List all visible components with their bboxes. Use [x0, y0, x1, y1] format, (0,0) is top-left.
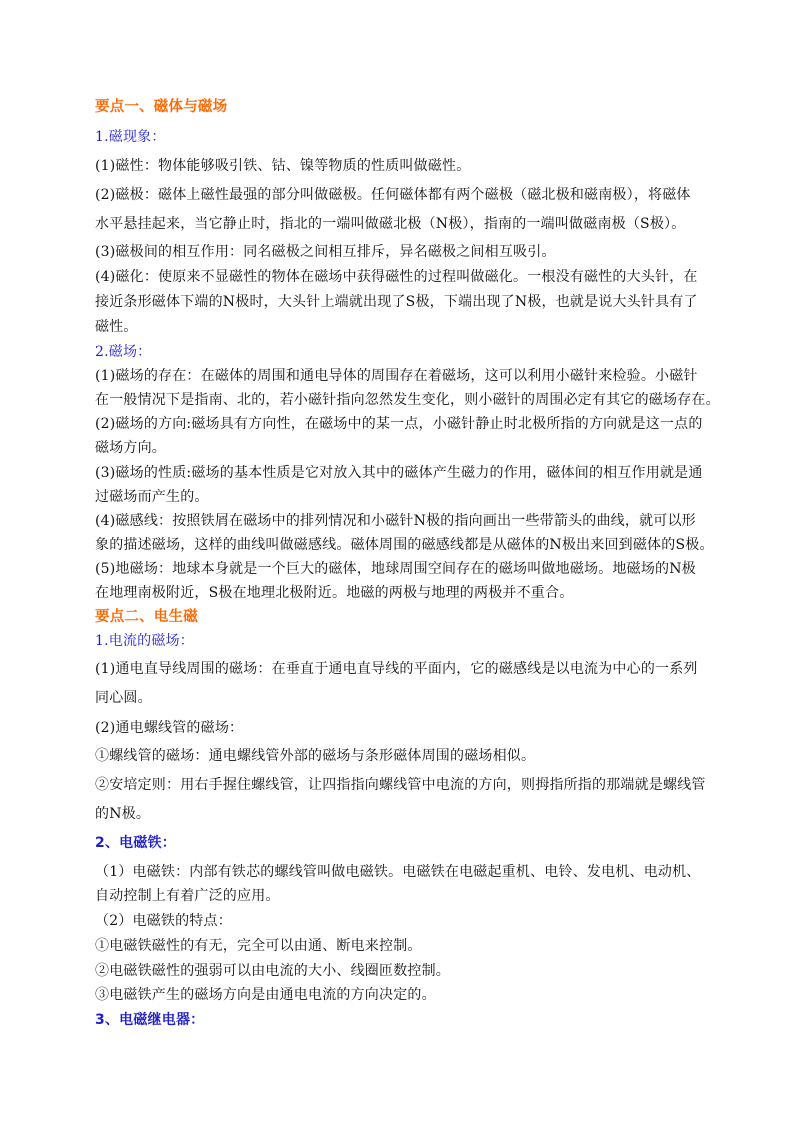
paragraph-line: (2)磁极：磁体上磁性最强的部分叫做磁极。任何磁体都有两个磁极（磁北极和磁南极），将磁体: [95, 187, 691, 203]
paragraph-line: ②安培定则：用右手握住螺线管，让四指指向螺线管中电流的方向，则拇指所指的那端就是螺线管: [95, 777, 706, 793]
paragraph-line: (1)磁场的存在：在磁体的周围和通电导体的周围存在着磁场，这可以利用小磁针来检验。小磁针: [95, 368, 698, 384]
paragraph-line: (5)地磁场：地球本身就是一个巨大的磁体，地球周围空间存在的磁场叫做地磁场。地磁场的N极: [95, 561, 696, 577]
paragraph-line: 象的描述磁场，这样的曲线叫做磁感线。磁体周围的磁感线都是从磁体的N极出来回到磁体的S极。: [95, 537, 714, 553]
subsection-heading: 2、电磁铁：: [95, 835, 176, 851]
section-heading: 要点一、磁体与磁场: [95, 99, 228, 115]
paragraph-line: ②电磁铁磁性的强弱可以由电流的大小、线圈匝数控制。: [95, 963, 450, 979]
paragraph-line: (2)磁场的方向:磁场具有方向性，在磁场中的某一点，小磁针静止时北极所指的方向就是这一点的: [95, 416, 703, 432]
paragraph-line: (1)磁性：物体能够吸引铁、钴、镍等物质的性质叫做磁性。: [95, 158, 471, 174]
paragraph-line: 的N极。: [95, 806, 151, 822]
paragraph-line: （1）电磁铁：内部有铁芯的螺线管叫做电磁铁。电磁铁在电磁起重机、电铃、发电机、电动机、: [95, 864, 701, 880]
paragraph-line: ①螺线管的磁场：通电螺线管外部的磁场与条形磁体周围的磁场相似。: [95, 748, 536, 764]
paragraph-line: ①电磁铁磁性的有无，完全可以由通、断电来控制。: [95, 938, 422, 954]
paragraph-line: 在地理南极附近，S极在地理北极附近。地磁的两极与地理的两极并不重合。: [95, 585, 574, 601]
paragraph-line: (1)通电直导线周围的磁场：在垂直于通电直导线的平面内，它的磁感线是以电流为中心的一系列: [95, 661, 698, 677]
subsection-heading: 1.磁现象：: [95, 129, 166, 145]
paragraph-line: (4)磁化：使原来不显磁性的物体在磁场中获得磁性的过程叫做磁化。一根没有磁性的大头针，在: [95, 269, 698, 285]
paragraph-line: 接近条形磁体下端的N极时，大头针上端就出现了S极，下端出现了N极，也就是说大头针具有了: [95, 294, 698, 310]
paragraph-line: (3)磁场的性质:磁场的基本性质是它对放入其中的磁体产生磁力的作用，磁体间的相互作用就是通: [95, 465, 703, 481]
paragraph-line: (2)通电螺线管的磁场：: [95, 720, 244, 736]
paragraph-line: 在一般情况下是指南、北的，若小磁针指向忽然发生变化，则小磁针的周围必定有其它的磁场存在。: [95, 392, 720, 408]
subsection-heading: 2.磁场：: [95, 344, 152, 360]
paragraph-line: 水平悬挂起来，当它静止时，指北的一端叫做磁北极（N极），指南的一端叫做磁南极（S极）。: [95, 216, 686, 232]
paragraph-line: （2）电磁铁的特点：: [95, 913, 232, 929]
subsection-heading: 3、电磁继电器：: [95, 1012, 205, 1028]
section-heading: 要点二、电生磁: [95, 609, 198, 625]
paragraph-line: (3)磁极间的相互作用：同名磁极之间相互排斥，异名磁极之间相互吸引。: [95, 244, 556, 260]
paragraph-line: (4)磁感线：按照铁屑在磁场中的排列情况和小磁针N极的指向画出一些带箭头的曲线，就可以形: [95, 513, 696, 529]
paragraph-line: 磁性。: [95, 319, 138, 335]
paragraph-line: ③电磁铁产生的磁场方向是由通电电流的方向决定的。: [95, 987, 436, 1003]
paragraph-line: 自动控制上有着广泛的应用。: [95, 888, 280, 904]
subsection-heading: 1.电流的磁场：: [95, 633, 194, 649]
paragraph-line: 同心圆。: [95, 690, 152, 706]
paragraph-line: 过磁场而产生的。: [95, 489, 209, 505]
paragraph-line: 磁场方向。: [95, 440, 166, 456]
